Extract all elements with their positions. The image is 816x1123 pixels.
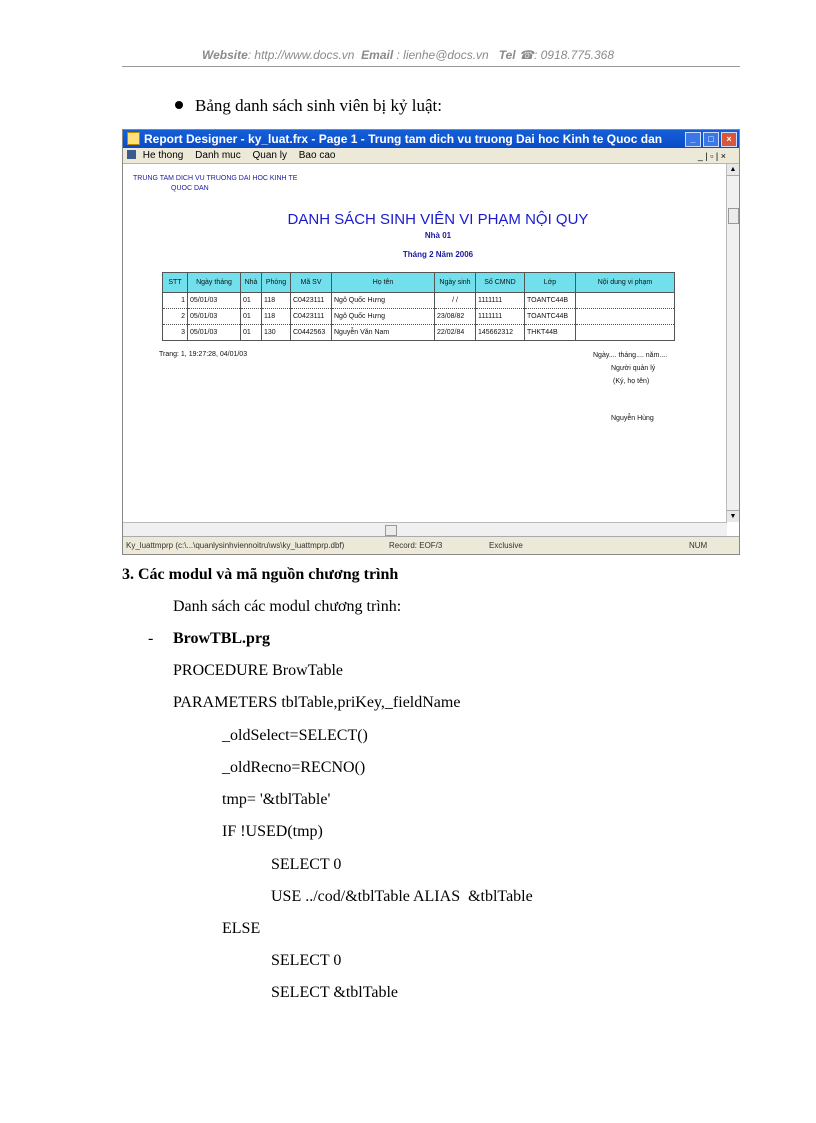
menu-bao-cao[interactable]: Bao cao xyxy=(298,150,336,161)
cell: 118 xyxy=(262,309,291,325)
code-line: _oldRecno=RECNO() xyxy=(222,759,366,776)
table-row xyxy=(163,325,675,341)
cell: 1111111 xyxy=(476,293,525,309)
report-organization xyxy=(133,174,297,194)
menu-danh-muc[interactable]: Danh muc xyxy=(195,150,241,161)
email-label: Email xyxy=(361,48,394,62)
cell: Nguyễn Văn Nam xyxy=(332,325,435,341)
window-title: Report Designer - ky_luat.frx - Page 1 - Trung tam dich vu truong Dai hoc Kinh te Quoc dan xyxy=(144,132,663,146)
document-icon xyxy=(127,150,136,159)
signature-date: Ngày.... tháng.... năm.... xyxy=(593,352,668,359)
cell: 1111111 xyxy=(476,309,525,325)
cell: C0423111 xyxy=(291,293,332,309)
cell: / / xyxy=(435,293,476,309)
cell: 01 xyxy=(241,325,262,341)
menu-bar xyxy=(123,148,739,164)
report-subtitle-month: Tháng 2 Năm 2006 xyxy=(402,250,474,259)
cell: TOANTC44B xyxy=(525,293,576,309)
cell: 05/01/03 xyxy=(188,293,241,309)
code-line: SELECT &tblTable xyxy=(271,984,399,1001)
status-num: NUM xyxy=(689,541,708,550)
tel-value: : 0918.775.368 xyxy=(533,48,615,62)
scroll-up-icon[interactable]: ▲ xyxy=(727,164,739,176)
cell: 118 xyxy=(262,293,291,309)
col-id-card: Số CMND xyxy=(476,273,525,293)
status-mode: Exclusive xyxy=(489,541,523,550)
table-header-row xyxy=(163,273,675,293)
cell: 23/08/82 xyxy=(435,309,476,325)
cell: Ngô Quốc Hưng xyxy=(332,293,435,309)
cell xyxy=(576,293,675,309)
module-intro: Danh sách các modul chương trình: xyxy=(173,598,402,615)
table-row xyxy=(163,293,675,309)
cell: TOANTC44B xyxy=(525,309,576,325)
status-record: Record: EOF/3 xyxy=(389,541,443,550)
cell: 130 xyxy=(262,325,291,341)
org-line-1: TRUNG TAM DICH VU TRUONG DAI HOC KINH TE xyxy=(133,175,298,182)
code-line: USE ../cod/&tblTable ALIAS &tblTable xyxy=(271,888,533,905)
cell: 1 xyxy=(163,293,188,309)
code-line: _oldSelect=SELECT() xyxy=(222,727,368,744)
cell: C0442563 xyxy=(291,325,332,341)
cell: THKT44B xyxy=(525,325,576,341)
status-bar xyxy=(123,536,739,554)
report-subtitle-building: Nhà 01 xyxy=(424,231,452,240)
scroll-down-icon[interactable]: ▼ xyxy=(727,510,739,522)
code-line: PROCEDURE BrowTable xyxy=(173,662,343,679)
cell: 05/01/03 xyxy=(188,309,241,325)
col-student-id: Mã SV xyxy=(291,273,332,293)
violation-table xyxy=(162,272,675,341)
email-value: : lienhe@docs.vn xyxy=(396,48,489,62)
cell: 2 xyxy=(163,309,188,325)
section-heading: 3. Các modul và mã nguồn chương trình xyxy=(122,566,399,583)
phone-icon: ☎ xyxy=(519,48,534,62)
header-divider xyxy=(122,66,740,67)
website-value: : http://www.docs.vn xyxy=(247,48,355,62)
report-title: DANH SÁCH SINH VIÊN VI PHẠM NỘI QUY xyxy=(287,211,589,228)
file-name: BrowTBL.prg xyxy=(173,630,271,647)
code-line: PARAMETERS tblTable,priKey,_fieldName xyxy=(173,694,461,711)
bullet-dot-icon xyxy=(175,101,183,109)
org-line-2: QUOC DAN xyxy=(171,185,209,192)
report-page xyxy=(123,164,727,522)
cell: 05/01/03 xyxy=(188,325,241,341)
app-icon xyxy=(127,132,140,145)
website-label: Website xyxy=(201,48,248,62)
vertical-scrollbar[interactable] xyxy=(726,164,739,522)
page-header xyxy=(0,48,816,62)
cell: 22/02/84 xyxy=(435,325,476,341)
col-room: Phòng xyxy=(262,273,291,293)
code-line: IF !USED(tmp) xyxy=(222,823,323,840)
menu-quan-ly[interactable]: Quan ly xyxy=(252,150,287,161)
report-designer-screenshot xyxy=(122,129,740,555)
horizontal-scrollbar[interactable] xyxy=(123,522,727,537)
bullet-item xyxy=(175,96,442,116)
vertical-scroll-thumb[interactable] xyxy=(728,208,739,224)
maximize-button[interactable]: □ xyxy=(703,132,719,147)
cell xyxy=(576,309,675,325)
code-line: SELECT 0 xyxy=(271,952,342,969)
col-stt: STT xyxy=(163,273,188,293)
tel-label: Tel xyxy=(498,48,516,62)
window-titlebar xyxy=(123,130,739,148)
file-dash: - xyxy=(148,630,154,647)
col-birthdate: Ngày sinh xyxy=(435,273,476,293)
horizontal-scroll-thumb[interactable] xyxy=(385,525,397,536)
col-name: Họ tên xyxy=(332,273,435,293)
minimize-button[interactable]: _ xyxy=(685,132,701,147)
cell: 01 xyxy=(241,309,262,325)
signature-note: (Ký, họ tên) xyxy=(613,378,650,385)
cell: 145662312 xyxy=(476,325,525,341)
report-footer: Trang: 1, 19:27:28, 04/01/03 xyxy=(159,351,248,358)
close-button[interactable]: × xyxy=(721,132,737,147)
code-line: tmp= '&tblTable' xyxy=(222,791,331,808)
bullet-text: Bảng danh sách sinh viên bị kỷ luật: xyxy=(195,96,442,115)
cell: C0423111 xyxy=(291,309,332,325)
col-class: Lớp xyxy=(525,273,576,293)
cell: Ngô Quốc Hưng xyxy=(332,309,435,325)
col-violation: Nội dung vi phạm xyxy=(576,273,675,293)
col-house: Nhà xyxy=(241,273,262,293)
code-line: ELSE xyxy=(222,920,261,937)
col-date: Ngày tháng xyxy=(188,273,241,293)
signature-name: Nguyễn Hùng xyxy=(611,415,654,422)
menu-he-thong[interactable]: He thong xyxy=(142,150,184,161)
status-path: Ky_luattmprp (c:\...\quanlysinhviennoitru\ws\ky_luattmprp.dbf) xyxy=(126,541,345,550)
code-line: SELECT 0 xyxy=(271,856,342,873)
signature-role: Người quản lý xyxy=(611,365,656,372)
table-row xyxy=(163,309,675,325)
cell: 3 xyxy=(163,325,188,341)
cell xyxy=(576,325,675,341)
mdi-controls[interactable]: _ | ▫ | × xyxy=(697,151,726,161)
cell: 01 xyxy=(241,293,262,309)
